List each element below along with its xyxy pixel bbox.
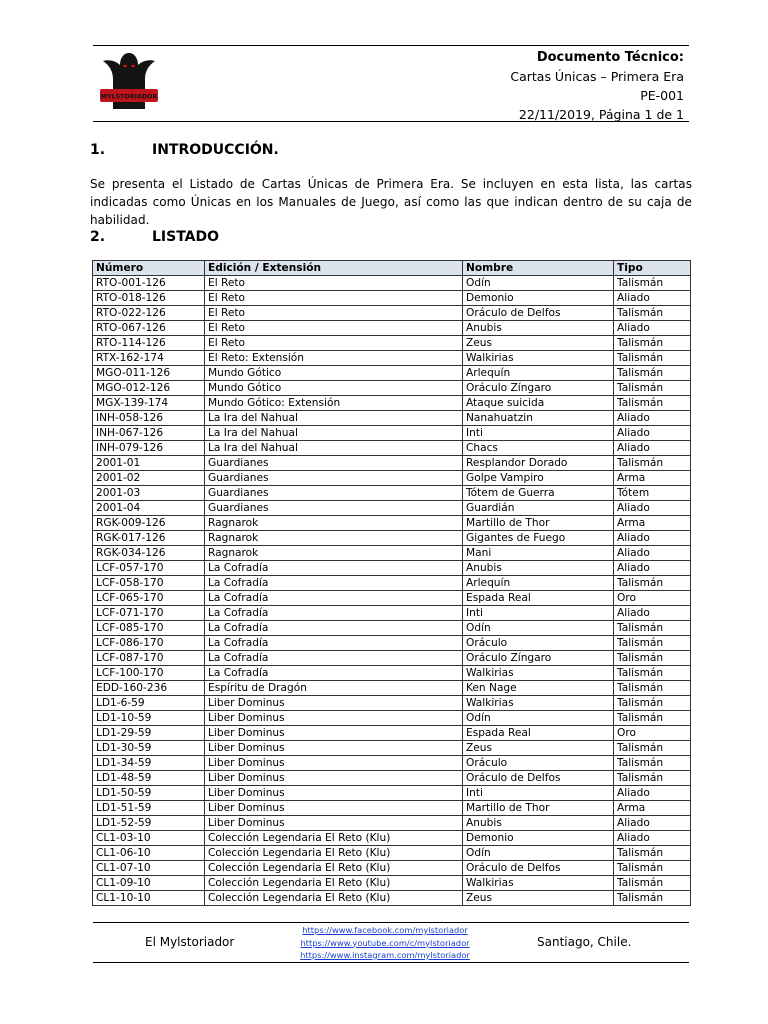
table-row [93, 756, 691, 771]
cell-edicion: Liber Dominus [205, 816, 463, 831]
table-row [93, 801, 691, 816]
cell-nombre: Walkirias [463, 876, 614, 891]
cell-tipo: Aliado [614, 606, 691, 621]
table-row [93, 876, 691, 891]
table-row [93, 561, 691, 576]
cell-tipo: Aliado [614, 321, 691, 336]
cell-numero: LCF-065-170 [93, 591, 205, 606]
table-row [93, 531, 691, 546]
cell-edicion: La Cofradía [205, 561, 463, 576]
cell-edicion: Espíritu de Dragón [205, 681, 463, 696]
cell-tipo: Talismán [614, 861, 691, 876]
footer-top-rule [93, 922, 689, 923]
cell-nombre: Espada Real [463, 726, 614, 741]
cell-numero: RTO-022-126 [93, 306, 205, 321]
cell-tipo: Arma [614, 471, 691, 486]
cell-tipo: Oro [614, 591, 691, 606]
cell-edicion: Colección Legendaria El Reto (Klu) [205, 876, 463, 891]
cell-edicion: La Cofradía [205, 666, 463, 681]
cell-numero: LCF-071-170 [93, 606, 205, 621]
cell-nombre: Chacs [463, 441, 614, 456]
table-row [93, 501, 691, 516]
header-top-rule [93, 45, 689, 46]
cell-nombre: Golpe Vampiro [463, 471, 614, 486]
cell-numero: LD1-30-59 [93, 741, 205, 756]
cell-tipo: Talismán [614, 846, 691, 861]
table-row [93, 651, 691, 666]
table-row [93, 741, 691, 756]
cell-nombre: Inti [463, 606, 614, 621]
cell-tipo: Talismán [614, 381, 691, 396]
cell-tipo: Aliado [614, 561, 691, 576]
cell-edicion: La Ira del Nahual [205, 426, 463, 441]
cell-nombre: Ataque suicida [463, 396, 614, 411]
cell-tipo: Aliado [614, 426, 691, 441]
cell-numero: EDD-160-236 [93, 681, 205, 696]
cell-edicion: Liber Dominus [205, 726, 463, 741]
cell-numero: RGK-034-126 [93, 546, 205, 561]
table-row [93, 786, 691, 801]
table-row [93, 636, 691, 651]
cell-edicion: Ragnarok [205, 531, 463, 546]
cell-nombre: Anubis [463, 816, 614, 831]
cell-tipo: Talismán [614, 621, 691, 636]
cell-nombre: Martillo de Thor [463, 801, 614, 816]
cell-nombre: Demonio [463, 831, 614, 846]
table-row [93, 606, 691, 621]
table-row [93, 831, 691, 846]
cell-tipo: Aliado [614, 546, 691, 561]
table-row [93, 576, 691, 591]
cell-edicion: La Cofradía [205, 606, 463, 621]
cell-numero: INH-058-126 [93, 411, 205, 426]
table-row [93, 516, 691, 531]
cell-edicion: El Reto [205, 276, 463, 291]
cell-tipo: Talismán [614, 891, 691, 906]
cell-numero: RTO-114-126 [93, 336, 205, 351]
table-row [93, 411, 691, 426]
facebook-link[interactable]: https://www.facebook.com/mylstoriador [302, 925, 468, 935]
cell-edicion: Guardianes [205, 486, 463, 501]
cell-numero: INH-067-126 [93, 426, 205, 441]
cell-nombre: Oráculo [463, 636, 614, 651]
cell-numero: MGX-139-174 [93, 396, 205, 411]
table-row [93, 291, 691, 306]
cell-nombre: Ken Nage [463, 681, 614, 696]
cell-tipo: Tótem [614, 486, 691, 501]
document-title: Documento Técnico: [536, 50, 684, 65]
cell-tipo: Talismán [614, 876, 691, 891]
cell-nombre: Arlequín [463, 576, 614, 591]
cell-tipo: Talismán [614, 651, 691, 666]
cell-edicion: La Cofradía [205, 576, 463, 591]
cell-edicion: Liber Dominus [205, 711, 463, 726]
footer-links [280, 924, 490, 962]
cell-nombre: Oráculo Zíngaro [463, 381, 614, 396]
table-row [93, 456, 691, 471]
cell-numero: CL1-10-10 [93, 891, 205, 906]
table-row [93, 321, 691, 336]
cell-tipo: Talismán [614, 741, 691, 756]
table-row [93, 426, 691, 441]
cell-tipo: Arma [614, 801, 691, 816]
cell-nombre: Odín [463, 276, 614, 291]
table-row [93, 351, 691, 366]
cell-tipo: Talismán [614, 636, 691, 651]
cell-edicion: El Reto [205, 291, 463, 306]
column-header-edicion: Edición / Extensión [205, 261, 463, 276]
table-row [93, 771, 691, 786]
table-row [93, 726, 691, 741]
cell-numero: INH-079-126 [93, 441, 205, 456]
cell-nombre: Odín [463, 711, 614, 726]
cell-numero: LCF-057-170 [93, 561, 205, 576]
cell-tipo: Talismán [614, 576, 691, 591]
cell-nombre: Anubis [463, 561, 614, 576]
cell-edicion: La Cofradía [205, 636, 463, 651]
cell-edicion: La Cofradía [205, 651, 463, 666]
document-date-page: 22/11/2019, Página 1 de 1 [518, 107, 684, 122]
table-row [93, 336, 691, 351]
table-row [93, 471, 691, 486]
table-row [93, 696, 691, 711]
cell-nombre: Walkirias [463, 351, 614, 366]
cell-edicion: Colección Legendaria El Reto (Klu) [205, 891, 463, 906]
cell-nombre: Oráculo Zíngaro [463, 651, 614, 666]
document-header [510, 48, 684, 124]
cell-nombre: Zeus [463, 891, 614, 906]
cell-nombre: Gigantes de Fuego [463, 531, 614, 546]
document-code: PE-001 [640, 88, 684, 103]
cell-nombre: Oráculo de Delfos [463, 861, 614, 876]
cell-edicion: Colección Legendaria El Reto (Klu) [205, 831, 463, 846]
cell-tipo: Aliado [614, 291, 691, 306]
cell-edicion: El Reto [205, 306, 463, 321]
column-header-nombre: Nombre [463, 261, 614, 276]
cell-numero: 2001-03 [93, 486, 205, 501]
table-row [93, 621, 691, 636]
header-bottom-rule [93, 121, 689, 122]
cell-edicion: Liber Dominus [205, 786, 463, 801]
document-subtitle: Cartas Únicas – Primera Era [510, 69, 684, 84]
table-row [93, 666, 691, 681]
cell-numero: LD1-51-59 [93, 801, 205, 816]
section-heading-introduccion [90, 142, 279, 158]
cell-nombre: Resplandor Dorado [463, 456, 614, 471]
cell-tipo: Talismán [614, 276, 691, 291]
table-row [93, 396, 691, 411]
section-heading-listado [90, 229, 219, 245]
column-header-tipo: Tipo [614, 261, 691, 276]
cell-edicion: Ragnarok [205, 546, 463, 561]
cell-tipo: Aliado [614, 411, 691, 426]
cell-edicion: Liber Dominus [205, 741, 463, 756]
cell-numero: CL1-09-10 [93, 876, 205, 891]
cell-numero: LD1-52-59 [93, 816, 205, 831]
cell-numero: LD1-48-59 [93, 771, 205, 786]
cell-numero: LCF-086-170 [93, 636, 205, 651]
cell-nombre: Oráculo de Delfos [463, 771, 614, 786]
cell-numero: CL1-06-10 [93, 846, 205, 861]
section-title: LISTADO [152, 229, 220, 245]
cell-edicion: Ragnarok [205, 516, 463, 531]
table-body [93, 276, 691, 906]
cell-tipo: Talismán [614, 336, 691, 351]
cell-tipo: Aliado [614, 441, 691, 456]
cell-nombre: Arlequín [463, 366, 614, 381]
cell-numero: RGK-009-126 [93, 516, 205, 531]
cell-nombre: Guardián [463, 501, 614, 516]
cell-tipo: Oro [614, 726, 691, 741]
table-header-row [93, 261, 691, 276]
footer-bottom-rule [93, 962, 689, 963]
cell-edicion: La Ira del Nahual [205, 411, 463, 426]
table-row [93, 861, 691, 876]
cell-numero: LD1-29-59 [93, 726, 205, 741]
cell-tipo: Aliado [614, 786, 691, 801]
cell-numero: LCF-100-170 [93, 666, 205, 681]
logo-lettering: MYLSTORIADOR [100, 93, 158, 101]
cell-nombre: Anubis [463, 321, 614, 336]
cell-edicion: Liber Dominus [205, 756, 463, 771]
cell-numero: RGK-017-126 [93, 531, 205, 546]
cell-edicion: Liber Dominus [205, 801, 463, 816]
table-row [93, 711, 691, 726]
cell-nombre: Odín [463, 846, 614, 861]
cell-edicion: Guardianes [205, 471, 463, 486]
cell-nombre: Martillo de Thor [463, 516, 614, 531]
cell-nombre: Zeus [463, 336, 614, 351]
cell-nombre: Espada Real [463, 591, 614, 606]
cell-tipo: Talismán [614, 666, 691, 681]
cell-edicion: El Reto: Extensión [205, 351, 463, 366]
cell-nombre: Walkirias [463, 696, 614, 711]
cell-nombre: Mani [463, 546, 614, 561]
cell-edicion: Colección Legendaria El Reto (Klu) [205, 846, 463, 861]
cell-tipo: Talismán [614, 366, 691, 381]
table-row [93, 381, 691, 396]
cell-numero: RTX-162-174 [93, 351, 205, 366]
youtube-link[interactable]: https://www.youtube.com/c/mylstoriador [300, 937, 470, 948]
cell-edicion: Guardianes [205, 501, 463, 516]
cell-tipo: Talismán [614, 756, 691, 771]
cell-numero: CL1-03-10 [93, 831, 205, 846]
cell-tipo: Talismán [614, 711, 691, 726]
cell-numero: LD1-10-59 [93, 711, 205, 726]
cell-numero: LD1-34-59 [93, 756, 205, 771]
cell-edicion: Liber Dominus [205, 696, 463, 711]
cell-edicion: La Cofradía [205, 591, 463, 606]
cell-edicion: El Reto [205, 321, 463, 336]
cell-numero: RTO-018-126 [93, 291, 205, 306]
instagram-link[interactable]: https://www.instagram.com/mylstoriador [300, 950, 470, 960]
cell-tipo: Talismán [614, 456, 691, 471]
cell-edicion: Mundo Gótico: Extensión [205, 396, 463, 411]
cell-numero: 2001-01 [93, 456, 205, 471]
cell-nombre: Inti [463, 426, 614, 441]
table-row [93, 441, 691, 456]
cell-nombre: Inti [463, 786, 614, 801]
cell-edicion: Mundo Gótico [205, 381, 463, 396]
footer-author: El Mylstoriador [145, 935, 235, 949]
cell-tipo: Aliado [614, 531, 691, 546]
footer-location: Santiago, Chile. [537, 935, 632, 949]
cell-numero: 2001-04 [93, 501, 205, 516]
table-row [93, 591, 691, 606]
cell-numero: LCF-087-170 [93, 651, 205, 666]
table-row [93, 486, 691, 501]
section-number: 2. [90, 229, 106, 245]
cell-nombre: Nanahuatzin [463, 411, 614, 426]
intro-paragraph: Se presenta el Listado de Cartas Únicas de Primera Era. Se incluyen en esta lista, las cartas indicadas como Únicas en los Manuales de Juego, así como las que indican dentro de su caja de habilidad. [90, 177, 692, 227]
cell-tipo: Talismán [614, 696, 691, 711]
cell-numero: LCF-085-170 [93, 621, 205, 636]
cell-tipo: Arma [614, 516, 691, 531]
table-row [93, 276, 691, 291]
cell-tipo: Talismán [614, 351, 691, 366]
cell-edicion: Liber Dominus [205, 771, 463, 786]
cell-edicion: Colección Legendaria El Reto (Klu) [205, 861, 463, 876]
section-title: INTRODUCCIÓN. [152, 142, 279, 158]
cell-nombre: Oráculo de Delfos [463, 306, 614, 321]
cell-tipo: Talismán [614, 681, 691, 696]
cell-tipo: Talismán [614, 771, 691, 786]
cell-nombre: Oráculo [463, 756, 614, 771]
cell-edicion: El Reto [205, 336, 463, 351]
column-header-numero: Número [93, 261, 205, 276]
cell-numero: MGO-011-126 [93, 366, 205, 381]
cell-numero: LD1-6-59 [93, 696, 205, 711]
cell-edicion: Guardianes [205, 456, 463, 471]
cards-table [92, 260, 691, 906]
section-number: 1. [90, 142, 106, 158]
table-row [93, 681, 691, 696]
table-row [93, 816, 691, 831]
cell-tipo: Aliado [614, 816, 691, 831]
cell-numero: MGO-012-126 [93, 381, 205, 396]
cell-numero: RTO-001-126 [93, 276, 205, 291]
cell-edicion: La Cofradía [205, 621, 463, 636]
mylstoriador-logo [99, 49, 159, 117]
cell-numero: LD1-50-59 [93, 786, 205, 801]
cell-nombre: Odín [463, 621, 614, 636]
cell-numero: 2001-02 [93, 471, 205, 486]
cell-tipo: Talismán [614, 396, 691, 411]
cell-edicion: La Ira del Nahual [205, 441, 463, 456]
cell-numero: CL1-07-10 [93, 861, 205, 876]
cell-numero: LCF-058-170 [93, 576, 205, 591]
cell-tipo: Aliado [614, 501, 691, 516]
cell-nombre: Zeus [463, 741, 614, 756]
table-row [93, 306, 691, 321]
cell-nombre: Walkirias [463, 666, 614, 681]
cell-tipo: Aliado [614, 831, 691, 846]
cell-tipo: Talismán [614, 306, 691, 321]
cell-nombre: Tótem de Guerra [463, 486, 614, 501]
cell-nombre: Demonio [463, 291, 614, 306]
cell-numero: RTO-067-126 [93, 321, 205, 336]
table-row [93, 846, 691, 861]
table-row [93, 891, 691, 906]
table-row [93, 366, 691, 381]
cell-edicion: Mundo Gótico [205, 366, 463, 381]
table-row [93, 546, 691, 561]
